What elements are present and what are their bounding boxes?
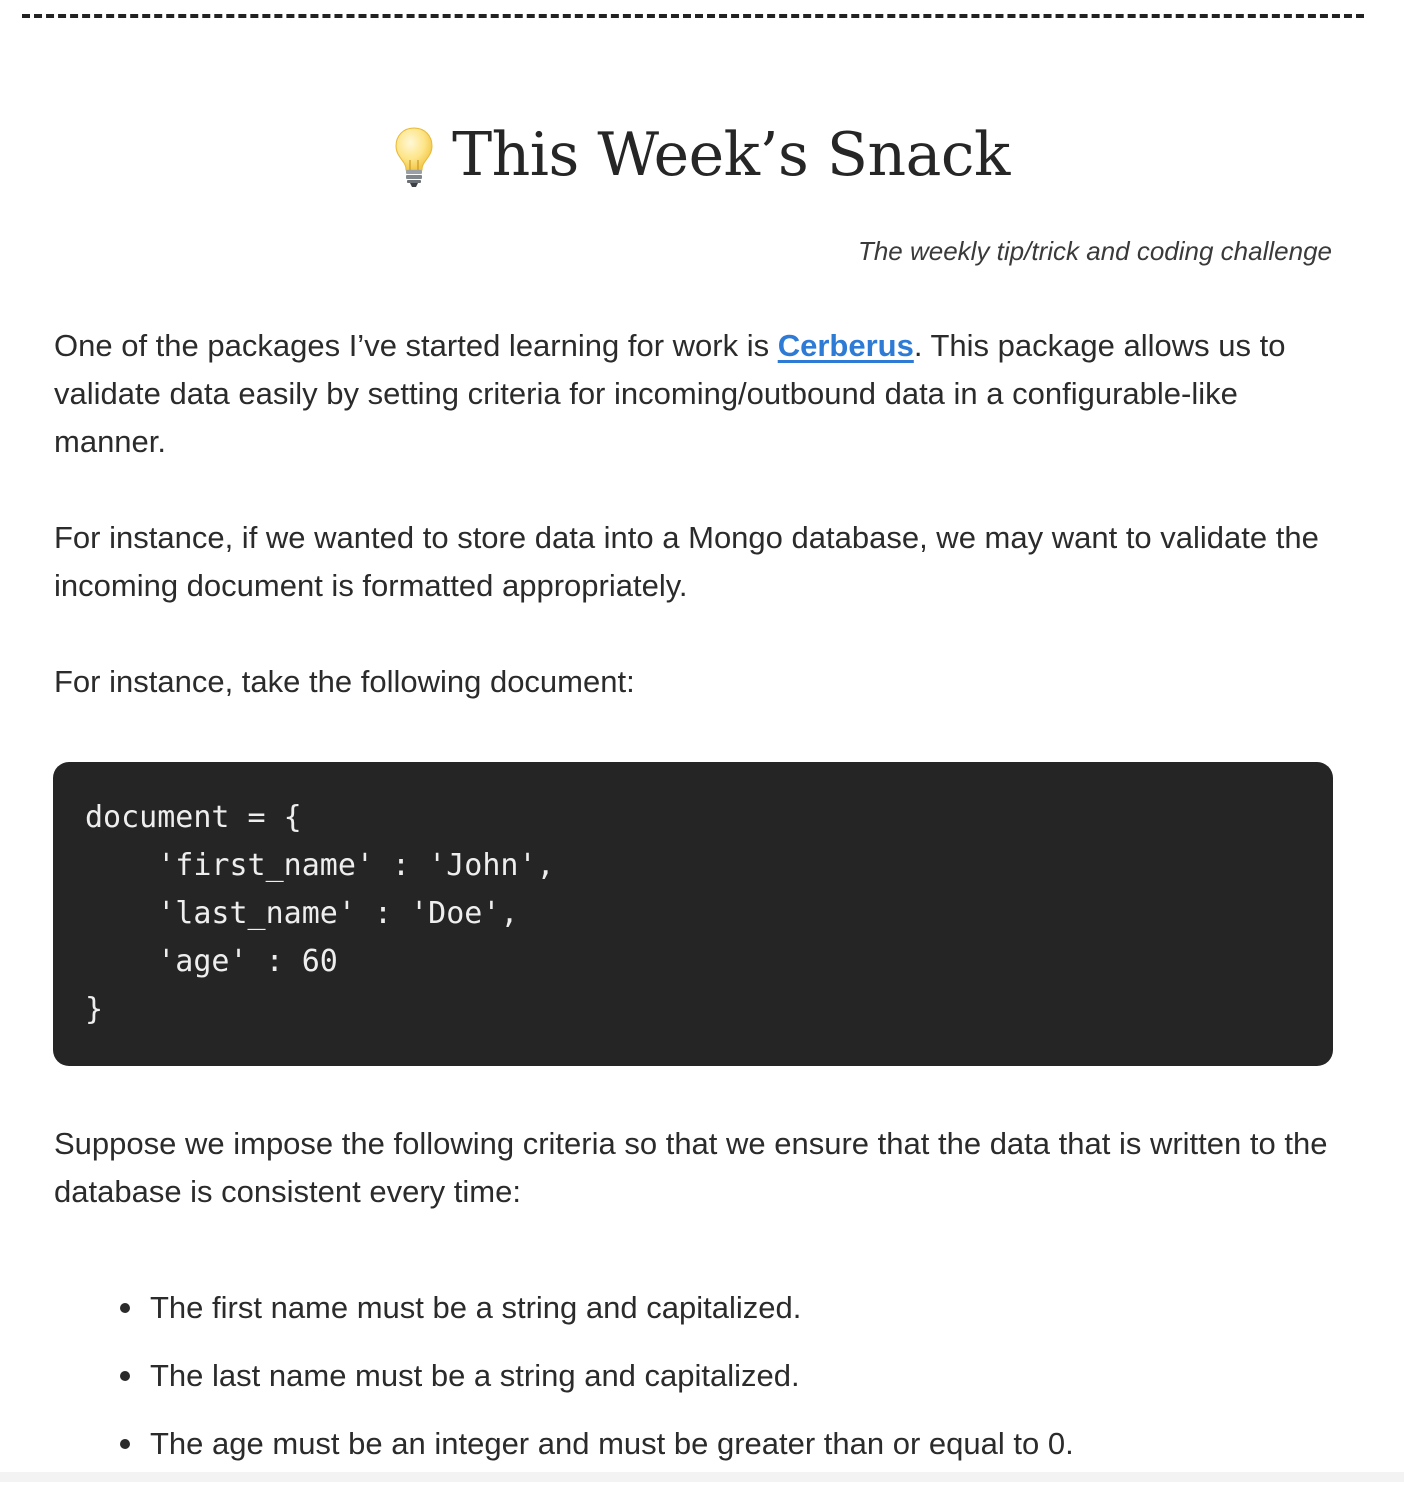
mongo-paragraph: For instance, if we wanted to store data into a Mongo database, we may want to validate the incoming document is formatted appropriately. bbox=[54, 520, 1319, 603]
list-item bbox=[116, 1420, 1316, 1468]
intro-paragraph bbox=[54, 322, 1344, 466]
code-line: document = { bbox=[85, 800, 302, 835]
section-header bbox=[0, 112, 1404, 198]
page-title: This Week’s Snack bbox=[452, 120, 1010, 190]
dashed-divider bbox=[22, 14, 1364, 18]
code-line: 'age' : 60 bbox=[85, 944, 338, 979]
intro-text-after-link: . This package allows us to validate data easily by setting criteria for incoming/outbound data in a configurable-like manner. bbox=[54, 328, 1286, 459]
page-subtitle: The weekly tip/trick and coding challenge bbox=[857, 236, 1332, 266]
code-line: 'last_name' : 'Doe', bbox=[85, 896, 519, 931]
list-item-text: The last name must be a string and capitalized. bbox=[150, 1358, 800, 1393]
criteria-list bbox=[116, 1284, 1316, 1488]
document-lead-paragraph: For instance, take the following document: bbox=[54, 664, 635, 699]
intro-section bbox=[54, 322, 1344, 706]
page-bottom-edge bbox=[0, 1472, 1404, 1482]
bullet-icon bbox=[120, 1303, 130, 1313]
intro-text-before-link: One of the packages I’ve started learning for work is bbox=[54, 328, 778, 363]
cerberus-link[interactable]: Cerberus bbox=[777, 328, 914, 363]
bullet-icon bbox=[120, 1371, 130, 1381]
list-item bbox=[116, 1284, 1316, 1332]
criteria-section bbox=[54, 1120, 1344, 1216]
list-item-text: The first name must be a string and capitalized. bbox=[150, 1290, 802, 1325]
bullet-icon bbox=[120, 1439, 130, 1449]
list-item bbox=[116, 1352, 1316, 1400]
code-line: 'first_name' : 'John', bbox=[85, 848, 555, 883]
criteria-paragraph: Suppose we impose the following criteria so that we ensure that the data that is written to the database is consistent every time: bbox=[54, 1126, 1328, 1209]
code-block bbox=[53, 762, 1333, 1066]
list-item-text: The age must be an integer and must be greater than or equal to 0. bbox=[150, 1426, 1074, 1461]
lightbulb-icon bbox=[394, 126, 434, 188]
code-line: } bbox=[85, 992, 104, 1027]
